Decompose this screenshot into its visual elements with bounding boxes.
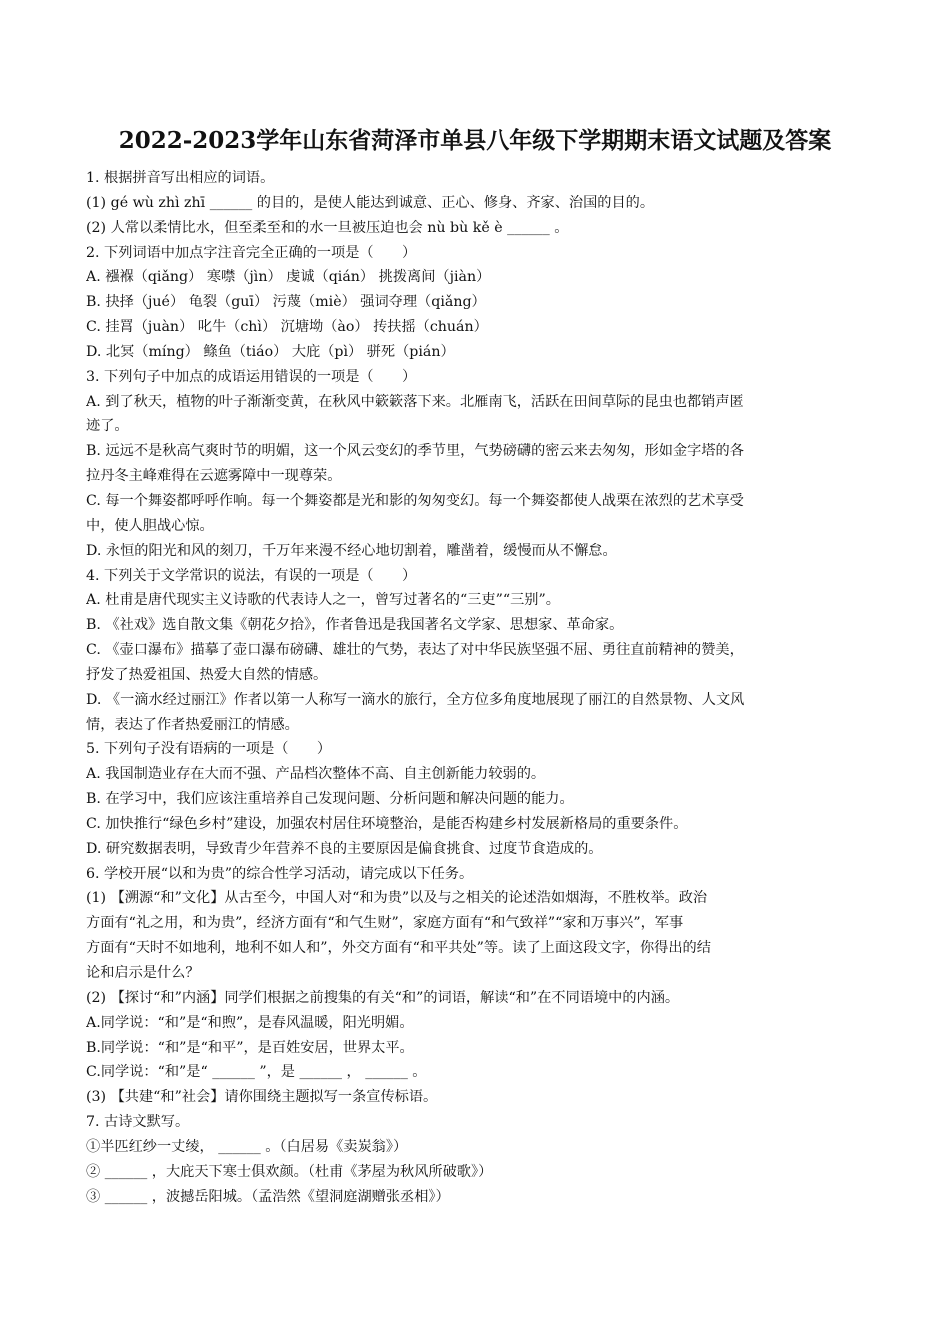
text-line: 2. 下列词语中加点字注音完全正确的一项是（ ） <box>86 244 417 261</box>
text-line: A.同学说：“和”是“和煦”，是春风温暖，阳光明媚。 <box>86 1014 414 1031</box>
text-line: C. 加快推行“绿色乡村”建设，加强农村居住环境整治，是能否构建乡村发展新格局的重要条件。 <box>86 815 688 832</box>
text-line: C. 每一个舞姿都呼呼作响。每一个舞姿都是光和影的匆匆变幻。每一个舞姿都使人战栗在浓烈的艺术享受 <box>86 492 744 509</box>
document-body <box>86 166 866 1209</box>
text-line: (2) 【探讨“和”内涵】同学们根据之前搜集的有关“和”的词语，解读“和”在不同语境中的内涵。 <box>86 989 680 1006</box>
text-line: (1) 【溯源“和”文化】从古至今，中国人对“和为贵”以及与之相关的论述浩如烟海，不胜枚举。政治 <box>86 890 708 907</box>
text-line: ③ ______ ，波撼岳阳城。（孟浩然《望洞庭湖赠张丞相》） <box>86 1188 450 1205</box>
text-line: (1) gé wù zhì zhī ______ 的目的，是使人能达到诚意、正心、修身、齐家、治国的目的。 <box>86 194 655 211</box>
text-line: 拉丹冬主峰难得在云遮雾障中一现尊荣。 <box>86 468 342 485</box>
text-line: 方面有“礼之用，和为贵”，经济方面有“和气生财”，家庭方面有“和气致祥”“家和万事兴”，军事 <box>86 915 684 932</box>
text-line: C. 《壶口瀑布》描摹了壶口瀑布磅礴、雄壮的气势，表达了对中华民族坚强不屈、勇往直前精神的赞美， <box>86 642 744 659</box>
text-line: C.同学说：“和”是“ ______ ”，是 ______ ， ______ 。 <box>86 1064 427 1081</box>
text-line: 4. 下列关于文学常识的说法，有误的一项是（ ） <box>86 567 417 584</box>
text-line: 情，表达了作者热爱丽江的情感。 <box>86 716 299 733</box>
text-line: B. 《社戏》选自散文集《朝花夕拾》，作者鲁迅是我国著名文学家、思想家、革命家。 <box>86 617 624 634</box>
text-line: 中，使人胆战心惊。 <box>86 517 214 534</box>
text-line: 6. 学校开展“以和为贵”的综合性学习活动，请完成以下任务。 <box>86 865 474 882</box>
text-line: B. 远远不是秋高气爽时节的明媚，这一个风云变幻的季节里，气势磅礴的密云来去匆匆，形如金字塔的各 <box>86 443 744 460</box>
text-line: 1. 根据拼音写出相应的词语。 <box>86 170 275 186</box>
text-line: C. 挂罥（juàn） 叱牛（chì） 沉塘坳（ào） 抟扶摇（chuán） <box>86 319 488 336</box>
text-line: ② ______ ，大庇天下寒士俱欢颜。（杜甫《茅屋为秋风所破歌》） <box>86 1163 493 1180</box>
text-line: 7. 古诗文默写。 <box>86 1114 190 1131</box>
text-line: (3) 【共建“和”社会】请你围绕主题拟写一条宣传标语。 <box>86 1089 438 1106</box>
text-line: 方面有“天时不如地利，地利不如人和”，外交方面有“和平共处”等。读了上面这段文字，你得出的结 <box>86 940 711 957</box>
text-line: A. 我国制造业存在大而不强、产品档次整体不高、自主创新能力较弱的。 <box>86 766 546 783</box>
text-line: 迹了。 <box>86 418 129 435</box>
text-line: 5. 下列句子没有语病的一项是（ ） <box>86 741 332 758</box>
text-line: D. 研究数据表明，导致青少年营养不良的主要原因是偏食挑食、过度节食造成的。 <box>86 840 603 857</box>
text-line: B.同学说：“和”是“和平”，是百姓安居，世界太平。 <box>86 1039 414 1056</box>
text-line: D. 北冥（míng） 鲦鱼（tiáo） 大庇（pì） 骈死（pián） <box>86 343 455 360</box>
text-line: (2) 人常以柔情比水，但至柔至和的水一旦被压迫也会 nù bù kě è ______ 。 <box>86 219 569 236</box>
text-line: A. 到了秋天，植物的叶子渐渐变黄，在秋风中簌簌落下来。北雁南飞，活跃在田间草际的昆虫也都销声匿 <box>86 393 744 410</box>
text-line: D. 《一滴水经过丽江》作者以第一人称写一滴水的旅行，全方位多角度地展现了丽江的自然景物、人文风 <box>86 691 745 708</box>
text-line: 抒发了热爱祖国、热爱大自然的情感。 <box>86 666 328 683</box>
text-line: B. 抉择（jué） 龟裂（guī） 污蔑（miè） 强词夺理（qiǎng） <box>86 294 486 311</box>
text-line: 3. 下列句子中加点的成语运用错误的一项是（ ） <box>86 368 417 385</box>
text-line: B. 在学习中，我们应该注重培养自己发现问题、分析问题和解决问题的能力。 <box>86 791 574 808</box>
text-line: A. 杜甫是唐代现实主义诗歌的代表诗人之一，曾写过著名的“三吏”“三别”。 <box>86 592 560 609</box>
text-line: D. 永恒的阳光和风的刻刀，千万年来漫不经心地切割着，雕凿着，缓慢而从不懈怠。 <box>86 542 617 559</box>
document-title: 2022-2023学年山东省菏泽市单县八年级下学期期末语文试题及答案 <box>118 127 832 154</box>
text-line: ①半匹红纱一丈绫， ______ 。（白居易《卖炭翁》） <box>86 1138 408 1155</box>
text-line: 论和启示是什么？ <box>86 965 200 981</box>
text-line: A. 襁褓（qiǎng） 寒噤（jìn） 虔诚（qián） 挑拨离间（jiàn） <box>86 269 491 286</box>
